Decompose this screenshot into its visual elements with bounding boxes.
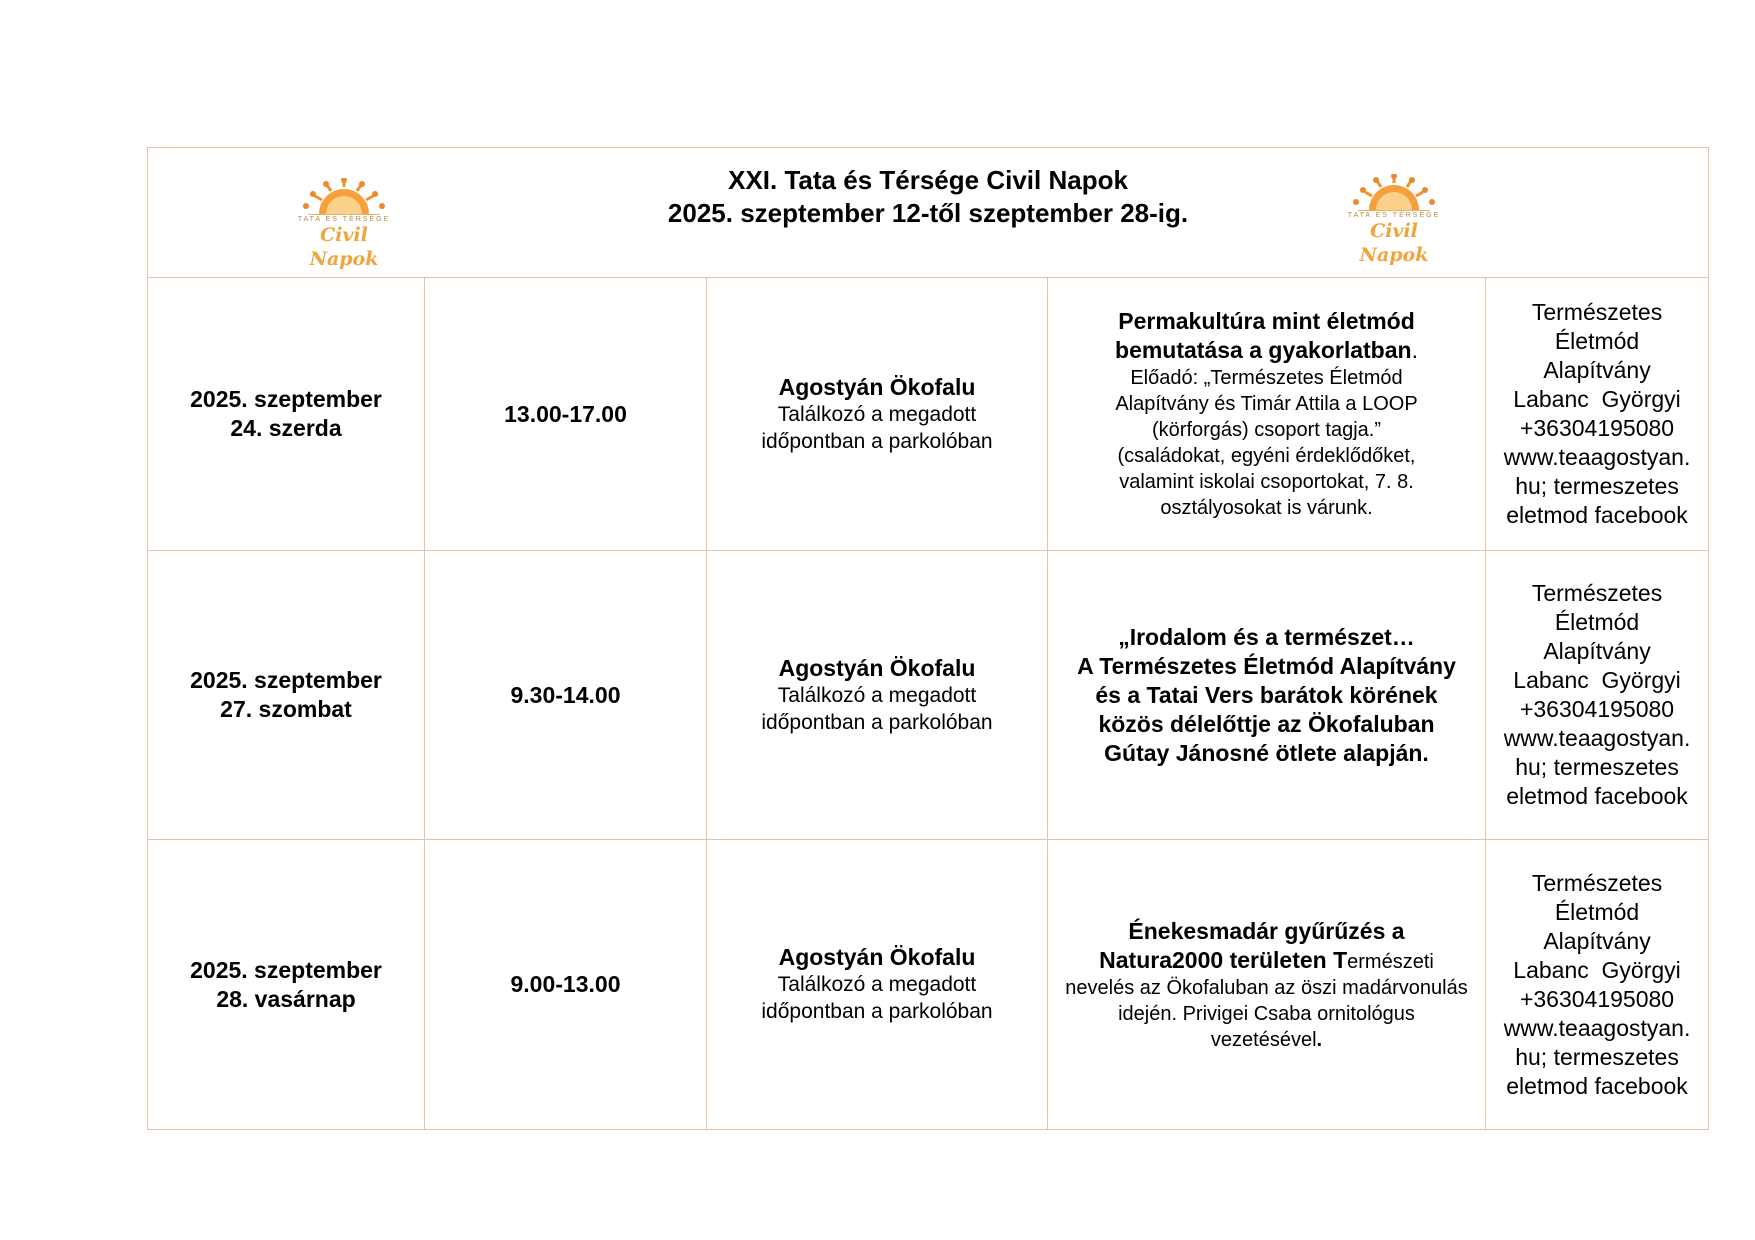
- event-title: Permakultúra mint életmód: [1118, 308, 1415, 334]
- event-title: és a Tatai Vers barátok körének: [1095, 681, 1438, 708]
- date-cell: [148, 551, 425, 840]
- date-cell: [148, 840, 425, 1130]
- event-desc-line: Alapítvány és Timár Attila a LOOP: [1115, 393, 1418, 415]
- weekday-line: 27. szombat: [220, 696, 352, 722]
- event-row: [148, 278, 1709, 551]
- contact-line: Életmód: [1554, 898, 1640, 925]
- event-desc-line: Előadó: „Természetes Életmód: [1130, 367, 1403, 389]
- event-title: bemutatása a gyakorlatban: [1115, 337, 1412, 363]
- header-cell: [148, 148, 1709, 278]
- time-range: 9.30-14.00: [510, 681, 621, 708]
- location-cell: [707, 840, 1048, 1130]
- event-title-suffix: .: [1411, 337, 1418, 363]
- location-note: Találkozó a megadott: [777, 683, 977, 707]
- location-note: Találkozó a megadott: [777, 973, 977, 996]
- contact-phone: +36304195080: [1519, 415, 1675, 441]
- location-note: Találkozó a megadott: [777, 402, 977, 426]
- location-note: időpontban a parkolóban: [761, 429, 993, 453]
- time-range: 13.00-17.00: [504, 400, 627, 427]
- contact-line: Alapítvány: [1543, 927, 1651, 954]
- event-desc-line: valamint iskolai csoportokat, 7. 8.: [1119, 471, 1414, 493]
- event-desc-line: (körforgás) csoport tagja.”: [1152, 419, 1381, 441]
- event-title: Énekesmadár gyűrűzés a: [1128, 917, 1405, 944]
- civil-napok-logo-right: [1334, 174, 1454, 266]
- page-title: [148, 164, 1708, 230]
- location-title: Agostyán Ökofalu: [778, 654, 976, 681]
- time-cell: [425, 551, 707, 840]
- contact-line: Alapítvány: [1543, 357, 1651, 383]
- event-desc-line: ermészeti: [1347, 950, 1434, 973]
- event-description-cell: [1048, 840, 1486, 1130]
- date-line: 2025. szeptember: [190, 386, 382, 412]
- event-desc-line: vezetésével: [1210, 1028, 1317, 1051]
- contact-line: Természetes: [1531, 869, 1663, 896]
- event-title: A Természetes Életmód Alapítvány: [1077, 652, 1456, 679]
- contact-line: Életmód: [1554, 328, 1640, 354]
- event-desc-line: osztályosokat is várunk.: [1160, 497, 1373, 519]
- contact-phone: +36304195080: [1519, 696, 1675, 722]
- event-title: közös délelőttje az Ökofaluban: [1098, 710, 1435, 737]
- contact-line: Természetes: [1531, 580, 1663, 606]
- contact-line: Életmód: [1554, 609, 1640, 635]
- event-desc-line: nevelés az Ökofaluban az öszi madárvonulás: [1065, 976, 1468, 999]
- contact-line: hu; termeszetes: [1515, 473, 1679, 499]
- logo-script-text: Civil Napok: [1359, 220, 1429, 266]
- weekday-line: 24. szerda: [230, 415, 342, 441]
- logo-tagline: TATA ÉS TÉRSÉGE: [1347, 212, 1441, 219]
- contact-line: Természetes: [1531, 299, 1663, 325]
- event-title: Gútay Jánosné ötlete alapján.: [1104, 739, 1429, 766]
- event-desc-line: idején. Privigei Csaba ornitológus: [1118, 1002, 1415, 1025]
- contact-line: eletmod facebook: [1506, 783, 1688, 809]
- contact-line: Alapítvány: [1543, 638, 1651, 664]
- title-line-2: 2025. szeptember 12-től szeptember 28-ig.: [667, 198, 1189, 228]
- location-note: időpontban a parkolóban: [761, 710, 993, 734]
- contact-line: www.teaagostyan.: [1503, 725, 1691, 751]
- title-line-1: XXI. Tata és Térsége Civil Napok: [728, 165, 1128, 195]
- logo-script-text: Civil Napok: [309, 224, 379, 270]
- event-row: [148, 840, 1709, 1130]
- time-range: 9.00-13.00: [510, 971, 621, 997]
- contact-line: hu; termeszetes: [1515, 754, 1679, 780]
- location-title: Agostyán Ökofalu: [778, 944, 976, 970]
- location-title: Agostyán Ökofalu: [778, 373, 976, 400]
- schedule-table: [147, 147, 1709, 1130]
- contact-cell: [1486, 551, 1709, 840]
- event-row: [148, 551, 1709, 840]
- logo-tagline: TATA ÉS TÉRSÉGE: [297, 216, 391, 223]
- contact-line: www.teaagostyan.: [1503, 444, 1691, 470]
- date-line: 2025. szeptember: [190, 956, 382, 983]
- location-cell: [707, 551, 1048, 840]
- contact-cell: [1486, 840, 1709, 1130]
- contact-line: Labanc Györgyi: [1513, 667, 1681, 693]
- location-note: időpontban a parkolóban: [761, 1000, 993, 1023]
- contact-line: eletmod facebook: [1506, 502, 1688, 528]
- contact-line: Labanc Györgyi: [1513, 956, 1681, 983]
- event-desc-line: (családokat, egyéni érdeklődőket,: [1117, 445, 1416, 467]
- event-title: Natura2000 területen T: [1099, 946, 1348, 973]
- contact-line: hu; termeszetes: [1515, 1043, 1679, 1070]
- header-row: [148, 148, 1709, 278]
- event-description-cell: [1048, 278, 1486, 551]
- contact-line: eletmod facebook: [1506, 1072, 1688, 1099]
- date-line: 2025. szeptember: [190, 667, 382, 693]
- event-description-cell: [1048, 551, 1486, 840]
- location-cell: [707, 278, 1048, 551]
- weekday-line: 28. vasárnap: [216, 985, 356, 1012]
- time-cell: [425, 840, 707, 1130]
- contact-cell: [1486, 278, 1709, 551]
- contact-line: www.teaagostyan.: [1503, 1014, 1691, 1041]
- sun-icon: [1334, 174, 1454, 214]
- contact-line: Labanc Györgyi: [1513, 386, 1681, 412]
- event-title: „Irodalom és a természet…: [1118, 623, 1415, 650]
- contact-phone: +36304195080: [1519, 985, 1675, 1012]
- event-desc-end: .: [1316, 1028, 1323, 1051]
- date-cell: [148, 278, 425, 551]
- time-cell: [425, 278, 707, 551]
